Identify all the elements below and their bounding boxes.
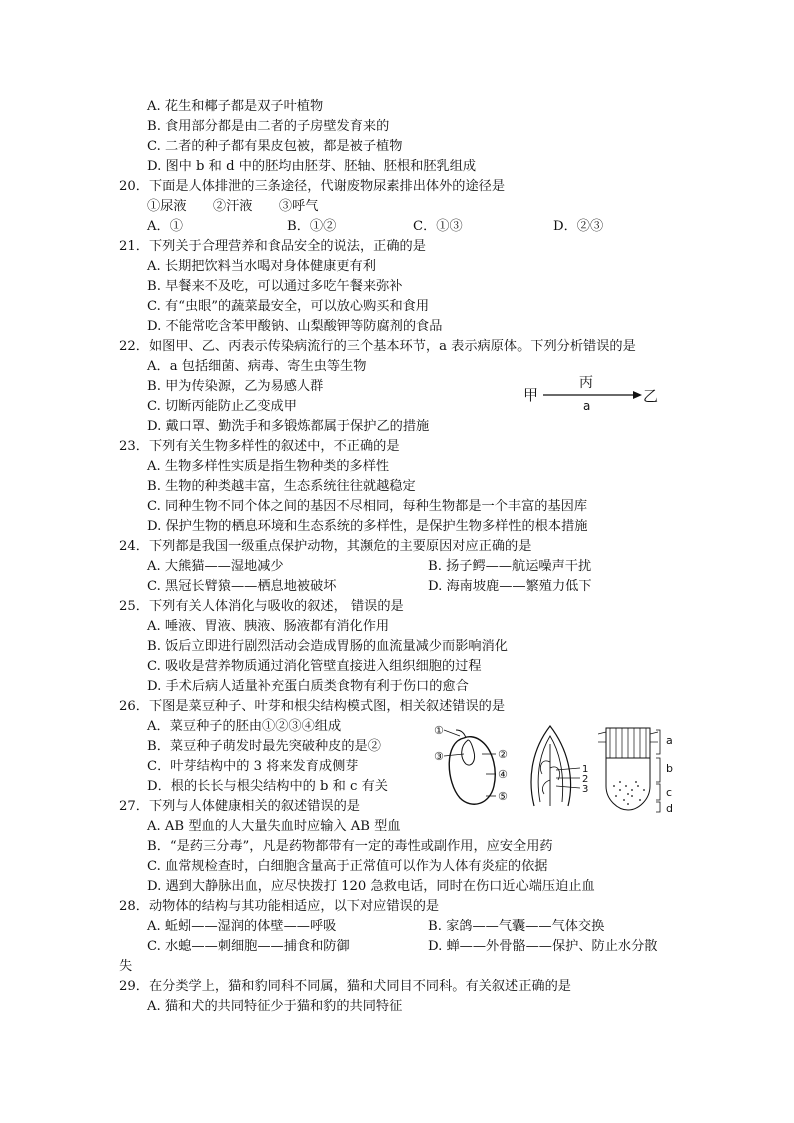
q23-option-a: A. 生物多样性实质是指生物种类的多样性 [147,459,390,474]
q22-option-d: D. 戴口罩、勤洗手和多锻炼都属于保护乙的措施 [147,419,430,434]
q25-option-b: B. 饭后立即进行剧烈活动会造成胃肠的血流量减少而影响消化 [147,639,508,654]
q22-label-yi: 乙 [643,387,659,405]
q20-stem: 20．下面是人体排泄的三条途径，代谢废物尿素排出体外的途径是 [119,179,506,194]
q20-option-b: B．①② [287,219,337,234]
q21-option-c: C. 有“虫眼”的蔬菜最安全，可以放心购买和食用 [147,299,430,314]
seed-label-3: ③ [434,750,444,763]
bud-leader-3 [556,786,580,788]
seed-leader-3 [444,754,464,756]
q22-stem: 22．如图甲、乙、丙表示传染病流行的三个基本环节，a 表示病原体。下列分析错误的是 [119,339,636,354]
q28-option-b: B. 家鸽——气囊——气体交换 [428,919,605,934]
q22-label-jia: 甲 [523,386,539,404]
leaf-bud-diagram [520,722,592,810]
q26-option-b: B．菜豆种子萌发时最先突破种皮的是② [147,739,381,754]
bud-label-2: 2 [582,774,589,785]
bud-label-1: 1 [582,764,589,775]
bud-lateral-bud [542,780,550,794]
bud-leader-1 [556,768,580,770]
q27-option-d: D. 遇到大静脉出血，应尽快拨打 120 急救电话，同时在伤口近心端压迫止血 [147,879,595,894]
q22-transmission-diagram [515,370,665,414]
q26-option-d: D．根的长长与根尖结构中的 b 和 c 有关 [147,779,388,794]
q25-option-d: D. 手术后病人适量补充蛋白质类食物有利于伤口的愈合 [147,679,469,694]
q20-option-a: A．① [147,219,183,234]
q27-stem: 27．下列与人体健康相关的叙述错误的是 [119,799,360,814]
q22-option-a: A．a 包括细菌、病毒、寄生虫等生物 [147,359,367,374]
q20-option-d: D．②③ [553,219,604,234]
q28-option-d: D. 蝉——外骨骼——保护、防止水分散 [428,939,658,954]
q19-option-a: A. 花生和椰子都是双子叶植物 [147,99,324,114]
q27-option-b: B．“是药三分毒”，凡是药物都带有一定的毒性或副作用，应安全用药 [147,839,553,854]
q29-stem: 29．在分类学上，猫和豹同科不同属，猫和犬同目不同科。有关叙述正确的是 [119,979,571,994]
q24-option-d: D. 海南坡鹿——繁殖力低下 [428,579,592,594]
q25-option-a: A. 唾液、胃液、胰液、肠液都有消化作用 [147,619,390,634]
q28-option-a: A. 蚯蚓——湿润的体壁——呼吸 [147,919,337,934]
q25-stem: 25．下列有关人体消化与吸收的叙述， 错误的是 [119,599,404,614]
q23-stem: 23．下列有关生物多样性的叙述中，不正确的是 [119,439,400,454]
bud-leaf-primordium-left [540,761,550,774]
q20-option-c: C．①③ [413,219,463,234]
q27-option-a: A. AB 型血的人大量失血时应输入 AB 型血 [147,819,401,834]
q21-option-a: A. 长期把饮料当水喝对身体健康更有利 [147,259,376,274]
q23-option-d: D. 保护生物的栖息环境和生态系统的多样性，是保护生物多样性的根本措施 [147,519,588,534]
q20-items: ①尿液 ②汗液 ③呼气 [147,199,319,214]
bud-label-3: 3 [582,784,589,795]
q22-option-c: C. 切断丙能防止乙变成甲 [147,399,297,414]
q28-stem: 28．动物体的结构与其功能相适应，以下对应错误的是 [119,899,440,914]
q24-option-a: A. 大熊猫——湿地减少 [147,559,284,574]
q22-label-a: a [583,399,591,413]
q21-option-d: D. 不能常吃含苯甲酸钠、山梨酸钾等防腐剂的食品 [147,319,443,334]
q25-option-c: C. 吸收是营养物质通过消化管壁直接进入组织细胞的过程 [147,659,482,674]
q26-option-c: C．叶芽结构中的 3 将来发育成侧芽 [147,759,359,774]
root-label-b: b [666,762,673,775]
seed-leader-1 [444,730,460,736]
q27-option-c: C. 血常规检查时，白细胞含量高于正常值可以作为人体有炎症的依据 [147,859,548,874]
root-tip-diagram [598,724,684,816]
q23-option-c: C. 同种生物不同个体之间的基因不尽相同，每种生物都是一个丰富的基因库 [147,499,588,514]
seed-label-4: ④ [498,768,508,781]
q28-option-c: C. 水螅——刺细胞——捕食和防御 [147,939,350,954]
root-hair-lines [598,728,658,758]
q19-option-c: C. 二者的种子都有果皮包被，都是被子植物 [147,139,403,154]
q21-option-b: B. 早餐来不及吃，可以通过多吃午餐来弥补 [147,279,403,294]
root-label-c: c [666,786,673,799]
q23-option-b: B. 生物的种类越丰富，生态系统往往就越稳定 [147,479,416,494]
root-meristem-dots [613,781,645,805]
seed-embryo-shape [462,740,475,765]
root-label-a: a [666,734,673,747]
q21-stem: 21．下列关于合理营养和食品安全的说法，正确的是 [119,239,426,254]
q29-option-a: A. 猫和犬的共同特征少于猫和豹的共同特征 [147,999,403,1014]
q19-option-b: B. 食用部分都是由二者的子房壁发育来的 [147,119,390,134]
bean-seed-diagram [430,724,520,812]
q24-option-c: C. 黑冠长臂猿——栖息地被破坏 [147,579,337,594]
root-elongation-outline [606,758,650,810]
q22-arrow-head [633,391,642,399]
seed-label-1: ① [434,724,444,737]
q28-option-d-wrap: 失 [119,959,133,974]
root-label-d: d [666,802,673,815]
q24-option-b: B. 扬子鳄——航运噪声干扰 [428,559,592,574]
seed-radicle-line [456,730,466,738]
q22-label-bing: 丙 [579,375,593,391]
q22-option-b: B. 甲为传染源，乙为易感人群 [147,379,324,394]
q19-option-d: D. 图中 b 和 d 中的胚均由胚芽、胚轴、胚根和胚乳组成 [147,159,477,174]
q24-stem: 24．下列都是我国一级重点保护动物，其濒危的主要原因对应正确的是 [119,539,532,554]
q26-stem: 26．下图是菜豆种子、叶芽和根尖结构模式图，相关叙述错误的是 [119,699,506,714]
seed-label-2: ② [498,748,508,761]
q26-option-a: A．菜豆种子的胚由①②③④组成 [147,719,342,734]
seed-label-5: ⑤ [498,790,508,803]
